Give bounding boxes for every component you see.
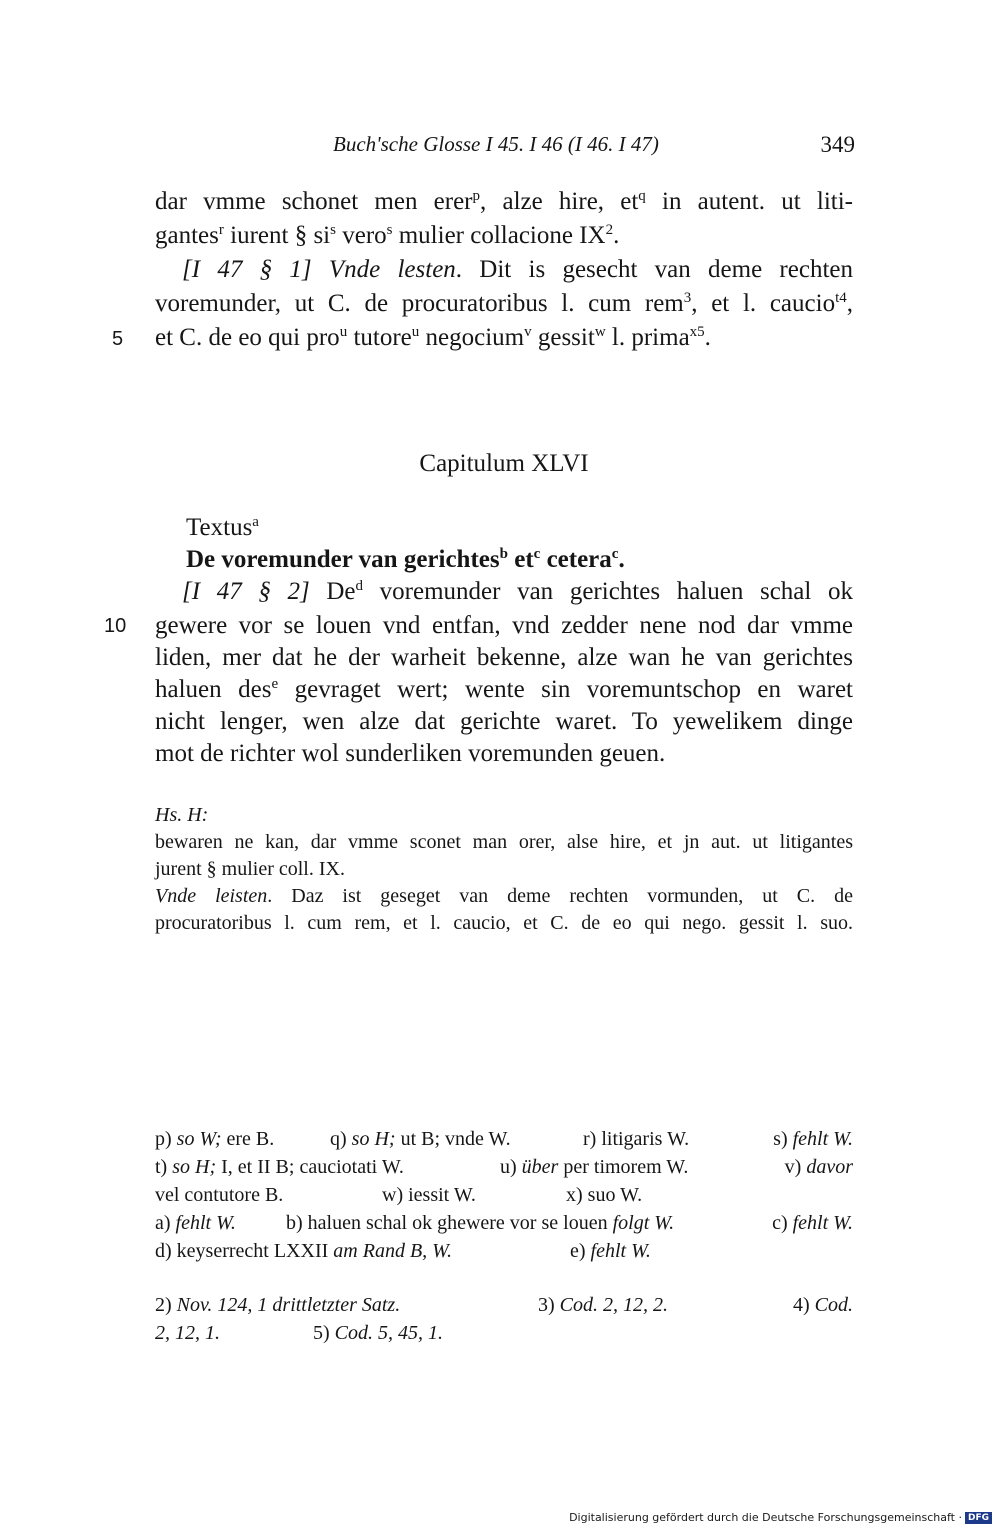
source-note-2: 2) Nov. 124, 1 drittletzter Satz. <box>155 1294 401 1316</box>
running-header <box>155 132 855 164</box>
footnote-v-continued: vel contutore B. <box>155 1184 284 1206</box>
glosse-line-4: voremunder, ut C. de procuratoribus l. cum rem$^3$, et l. caucio$^{t4}$, <box>155 290 853 317</box>
hs-h-line-3: Vnde leisten. Daz ist geseget van deme rechten vormunden, ut C. de <box>155 885 853 907</box>
hs-h-label: Hs. H: <box>155 804 209 826</box>
footnote-a: a) fehlt W. <box>155 1212 236 1234</box>
page-number: 349 <box>820 132 855 157</box>
footnote-p: p) so W; ere B. <box>155 1128 275 1150</box>
footnote-x: x) suo W. <box>566 1184 643 1206</box>
textus-line-1: [I 47 § 2] De$^d$ voremunder van gerichtes haluen schal ok <box>182 578 853 605</box>
glosse-line-5: et C. de eo qui pro$^u$ tutore$^u$ negocium$^v$ gessit$^w$ l. prima$^{x5}$. <box>155 324 711 351</box>
source-note-5: 5) Cod. 5, 45, 1. <box>313 1322 444 1344</box>
dfg-logo: DFG <box>965 1512 992 1524</box>
footnote-u: u) über per timorem W. <box>500 1156 689 1178</box>
textus-line-5: nicht lenger, wen alze dat gerichte waret. To yewelikem dinge <box>155 708 853 735</box>
running-title: Buch'sche Glosse I 45. I 46 (I 46. I 47) <box>333 132 659 156</box>
footnote-t: t) so H; I, et II B; cauciotati W. <box>155 1156 404 1178</box>
footnote-b: b) haluen schal ok ghewere vor se louen folgt W. <box>286 1212 675 1234</box>
footnote-s: s) fehlt W. <box>773 1128 853 1150</box>
digitization-credit <box>569 1511 992 1524</box>
line-number: 10 <box>104 615 127 637</box>
textus-line-6: mot de richter wol sunderliken voremunden geuen. <box>155 740 666 767</box>
chapter-heading: Capitulum XLVI <box>419 450 589 477</box>
lemma: Vnde lesten <box>328 256 456 283</box>
glosse-line-1: dar vmme schonet men erer$^p$, alze hire, $et^q$ in autent. ut liti- <box>155 188 853 215</box>
footnote-c: c) fehlt W. <box>772 1212 853 1234</box>
footnote-e: e) fehlt W. <box>570 1240 651 1262</box>
textus-line-3: liden, mer dat he der warheit bekenne, alze wan he van gerichtes <box>155 644 853 671</box>
textus-label: Textus$^a$ <box>186 514 259 541</box>
footnote-w: w) iessit W. <box>382 1184 476 1206</box>
lemma: Vnde leisten <box>155 885 268 907</box>
line-number: 5 <box>112 328 124 350</box>
source-note-4-continued: 2, 12, 1. <box>155 1322 220 1344</box>
footnote-q: q) so H; ut B; vnde W. <box>330 1128 511 1150</box>
source-note-3: 3) Cod. 2, 12, 2. <box>538 1294 669 1316</box>
footnote-d: d) keyserrecht LXXII am Rand B, W. <box>155 1240 452 1262</box>
glosse-line-2: gantes$^r$ iurent § $si^s$ vero$^s$ mulier collacione $IX^2$. <box>155 222 620 249</box>
textus-title: De voremunder van gerichtes$^b$ $et^c$ cetera$^c$. <box>186 546 625 573</box>
credit-text: Digitalisierung gefördert durch die Deutsche Forschungsgemeinschaft · <box>569 1511 962 1524</box>
glosse-line-3: [I 47 § 1] Vnde lesten. Dit is gesecht van deme rechten <box>182 256 853 283</box>
hs-h-line-2: jurent § mulier coll. IX. <box>155 858 345 880</box>
source-note-4: 4) Cod. <box>792 1294 853 1316</box>
footnote-v: v) davor <box>784 1156 853 1178</box>
textus-line-4: haluen des$^e$ gevraget wert; wente sin voremuntschop en waret <box>155 676 854 703</box>
hs-h-line-4: procuratoribus l. cum rem, et l. caucio, et C. de eo qui nego. gessit l. suo. <box>155 912 853 934</box>
hs-h-line-1: bewaren ne kan, dar vmme sconet man orer, alse hire, et jn aut. ut litigantes <box>155 831 853 853</box>
footnote-r: r) litigaris W. <box>583 1128 690 1150</box>
textus-line-2: gewere vor se louen vnd entfan, vnd zedder nene nod dar vmme <box>155 612 853 639</box>
